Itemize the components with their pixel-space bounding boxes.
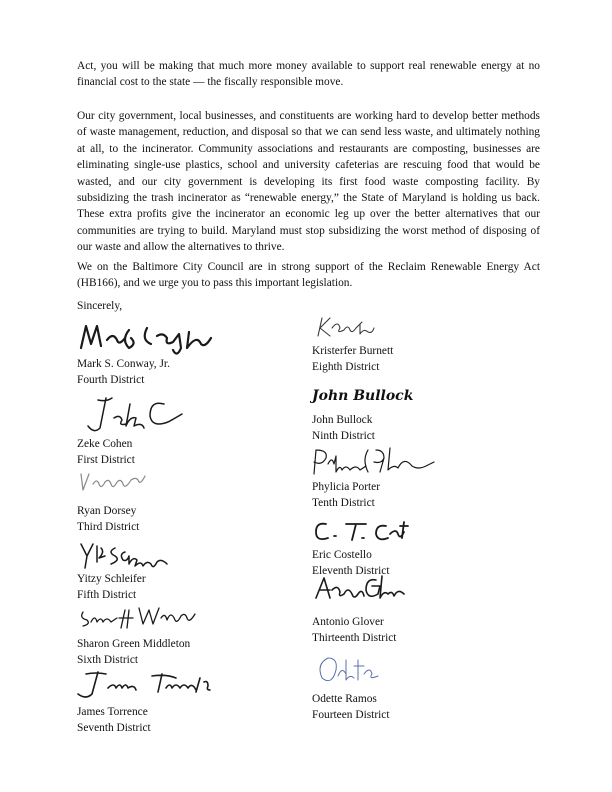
- signer-name: Phylicia Porter: [312, 481, 381, 493]
- signature-conway: [77, 318, 217, 356]
- signature-middleton: [77, 602, 202, 632]
- signer-middleton: [77, 636, 190, 668]
- signer-bullock: [312, 412, 375, 444]
- signer-ramos: [312, 691, 390, 723]
- signer-schleifer: [77, 571, 146, 603]
- signer-district: Eleventh District: [312, 565, 390, 577]
- signature-glover: [312, 572, 412, 606]
- paragraph-2: Our city government, local businesses, and constituents are working hard to develop better methods of waste management, reduction, and disposal so that we can send less waste, and ultimately nothing at all, to the incinerator. Community associations and restaurants are composting, businesses are eliminating single-use plastics, school and university cafeterias are rescuing food that would be wasted, and our city government is developing its first food waste composting facility. By subsidizing the trash incinerator as “renewable energy,” the State of Maryland is holding us back. These extra profits give the incinerator an economic leg up over the better alternatives that our communities are trying to build. Maryland must stop subsidizing the worst method of disposing of our waste and allow the alternatives to thrive.: [77, 110, 540, 254]
- signer-district: Seventh District: [77, 722, 151, 734]
- signer-district: Sixth District: [77, 654, 139, 666]
- signature-cohen: [80, 394, 195, 436]
- signer-district: Fifth District: [77, 589, 137, 601]
- signature-porter: [310, 444, 440, 478]
- signer-district: Third District: [77, 521, 140, 533]
- signer-name: Eric Costello: [312, 549, 372, 561]
- signer-name: Yitzy Schleifer: [77, 573, 146, 585]
- signer-name: Kristerfer Burnett: [312, 345, 394, 357]
- signer-name: Mark S. Conway, Jr.: [77, 358, 170, 370]
- signer-name: Odette Ramos: [312, 693, 377, 705]
- signer-porter: [312, 479, 380, 511]
- signer-torrence: [77, 704, 151, 736]
- signature-ramos: [314, 652, 380, 688]
- signer-name: John Bullock: [312, 414, 373, 426]
- signer-name: Antonio Glover: [312, 616, 384, 628]
- signer-conway: [77, 356, 170, 388]
- paragraph-1: Act, you will be making that much more money available to support real renewable energy at no financial cost to the state — the fiscally responsible move.: [77, 60, 540, 89]
- signer-district: Ninth District: [312, 430, 375, 442]
- signer-name: Zeke Cohen: [77, 438, 133, 450]
- signer-glover: [312, 614, 396, 646]
- signer-burnett: [312, 343, 393, 375]
- signer-district: Tenth District: [312, 497, 375, 509]
- signer-dorsey: [77, 503, 139, 535]
- signature-burnett: [314, 314, 379, 340]
- signer-district: Fourth District: [77, 374, 145, 386]
- signer-district: Eighth District: [312, 361, 380, 373]
- signature-dorsey: [77, 470, 152, 496]
- signature-torrence: [70, 668, 220, 702]
- paragraph-3: We on the Baltimore City Council are in strong support of the Reclaim Renewable Energy Act (HB166), and we urge you to pass this important legislation.: [77, 261, 540, 290]
- signer-cohen: [77, 436, 135, 468]
- signature-bullock-typed: John Bullock: [312, 388, 414, 404]
- signature-schleifer: [77, 538, 172, 572]
- closing: Sincerely,: [77, 300, 123, 312]
- signer-district: Fourteen District: [312, 709, 390, 721]
- signer-name: Sharon Green Middleton: [77, 638, 191, 650]
- signature-costello: [312, 518, 412, 544]
- signer-name: James Torrence: [77, 706, 148, 718]
- signer-district: First District: [77, 454, 135, 466]
- signer-district: Thirteenth District: [312, 632, 397, 644]
- signer-name: Ryan Dorsey: [77, 505, 137, 517]
